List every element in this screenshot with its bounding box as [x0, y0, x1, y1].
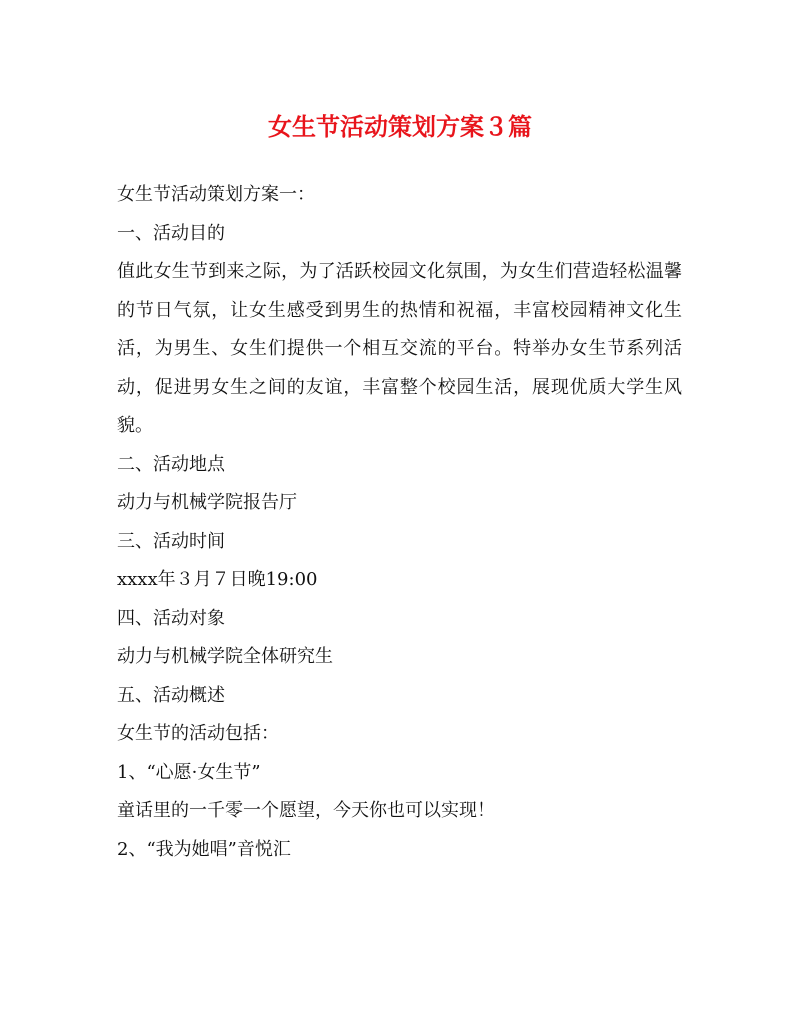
section-heading: 五、活动概述 [117, 684, 225, 706]
document-title: 女生节活动策划方案３篇 [268, 112, 532, 141]
section-heading: 一、活动目的 [117, 222, 225, 244]
list-item: 1、“心愿·女生节” [117, 761, 261, 783]
section-heading: 二、活动地点 [117, 453, 225, 475]
text-line: 童话里的一千零一个愿望，今天你也可以实现！ [117, 800, 495, 821]
paragraph: 值此女生节到来之际，为了活跃校园文化氛围，为女生们营造轻松温馨的节日气氛，让女生感受到男生的热情和祝福，丰富校园精神文化生活，为男生、女生们提供一个相互交流的平台。特举办女生节系列活动，促进男女生之间的友谊，丰富整个校园生活，展现优质大学生风貌。 [117, 261, 682, 436]
list-item: 2、“我为她唱”音悦汇 [117, 838, 291, 860]
section-heading: 四、活动对象 [117, 607, 225, 629]
text-line: 动力与机械学院报告厅 [117, 492, 297, 513]
document-body [117, 176, 682, 869]
section-heading: 女生节活动策划方案一： [117, 184, 315, 205]
text-line: 女生节的活动包括： [117, 723, 279, 744]
text-line: xxxx年３月７日晚19:00 [117, 569, 318, 590]
section-heading: 三、活动时间 [117, 530, 225, 552]
text-line: 动力与机械学院全体研究生 [117, 646, 333, 667]
